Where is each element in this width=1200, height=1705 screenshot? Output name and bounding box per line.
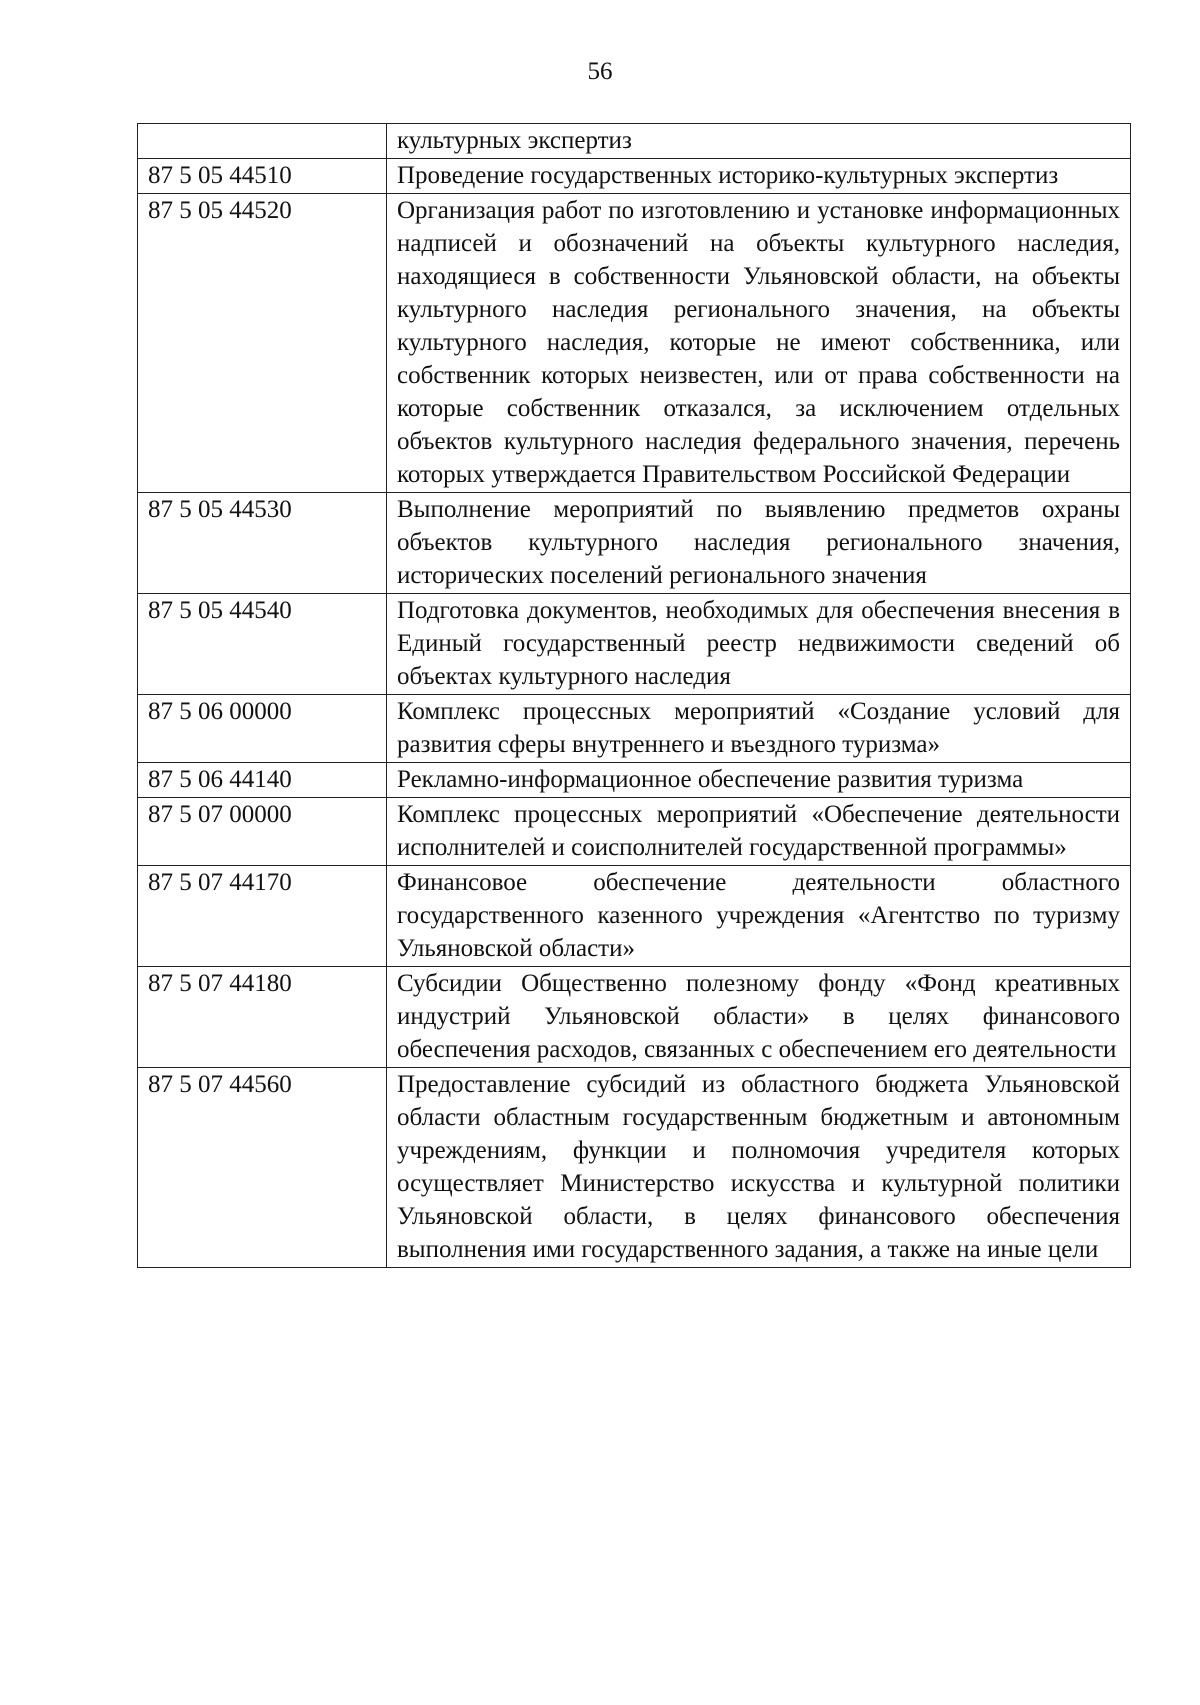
- table-row: [138, 1068, 1131, 1268]
- table-row: [138, 493, 1131, 594]
- description-cell: Комплекс процессных мероприятий «Создание условий для развития сферы внутреннего и въездного туризма»: [387, 695, 1131, 763]
- code-cell: 87 5 05 44520: [138, 194, 387, 493]
- table-row: [138, 798, 1131, 866]
- table-row: [138, 763, 1131, 798]
- code-cell: 87 5 06 44140: [138, 763, 387, 798]
- table-row: [138, 967, 1131, 1068]
- table-row: [138, 695, 1131, 763]
- description-cell: культурных экспертиз: [387, 124, 1131, 159]
- description-cell: Организация работ по изготовлению и установке информационных надписей и обозначений на объекты культурного наследия, находящиеся в собственности Ульяновской области, на объекты культурного наследия регионального значения, на объекты культурного наследия, которые не имеют собственника, или собственник которых неизвестен, или от права собственности на которые собственник отказался, за исключением отдельных объектов культурного наследия федерального значения, перечень которых утверждается Правительством Российской Федерации: [387, 194, 1131, 493]
- table-row: [138, 159, 1131, 194]
- page-number: 56: [587, 58, 613, 85]
- description-cell: Комплекс процессных мероприятий «Обеспечение деятельности исполнителей и соисполнителей государственной программы»: [387, 798, 1131, 866]
- code-cell: 87 5 05 44530: [138, 493, 387, 594]
- table-row: [138, 866, 1131, 967]
- description-cell: Финансовое обеспечение деятельности областного государственного казенного учреждения «Агентство по туризму Ульяновской области»: [387, 866, 1131, 967]
- description-cell: Субсидии Общественно полезному фонду «Фонд креативных индустрий Ульяновской области» в целях финансового обеспечения расходов, связанных с обеспечением его деятельности: [387, 967, 1131, 1068]
- code-cell: 87 5 07 00000: [138, 798, 387, 866]
- code-cell: 87 5 07 44180: [138, 967, 387, 1068]
- code-cell: 87 5 06 00000: [138, 695, 387, 763]
- code-cell: [138, 124, 387, 159]
- code-cell: 87 5 05 44540: [138, 594, 387, 695]
- code-cell: 87 5 07 44560: [138, 1068, 387, 1268]
- code-cell: 87 5 05 44510: [138, 159, 387, 194]
- code-cell: 87 5 07 44170: [138, 866, 387, 967]
- description-cell: Рекламно-информационное обеспечение развития туризма: [387, 763, 1131, 798]
- table-row: [138, 194, 1131, 493]
- table-row: [138, 594, 1131, 695]
- description-cell: Подготовка документов, необходимых для обеспечения внесения в Единый государственный реестр недвижимости сведений об объектах культурного наследия: [387, 594, 1131, 695]
- description-cell: Предоставление субсидий из областного бюджета Ульяновской области областным государственным бюджетным и автономным учреждениям, функции и полномочия учредителя которых осуществляет Министерство искусства и культурной политики Ульяновской области, в целях финансового обеспечения выполнения ими государственного задания, а также на иные цели: [387, 1068, 1131, 1268]
- description-cell: Выполнение мероприятий по выявлению предметов охраны объектов культурного наследия регионального значения, исторических поселений регионального значения: [387, 493, 1131, 594]
- description-cell: Проведение государственных историко-культурных экспертиз: [387, 159, 1131, 194]
- budget-classification-table: [137, 123, 1131, 1268]
- table-row: [138, 124, 1131, 159]
